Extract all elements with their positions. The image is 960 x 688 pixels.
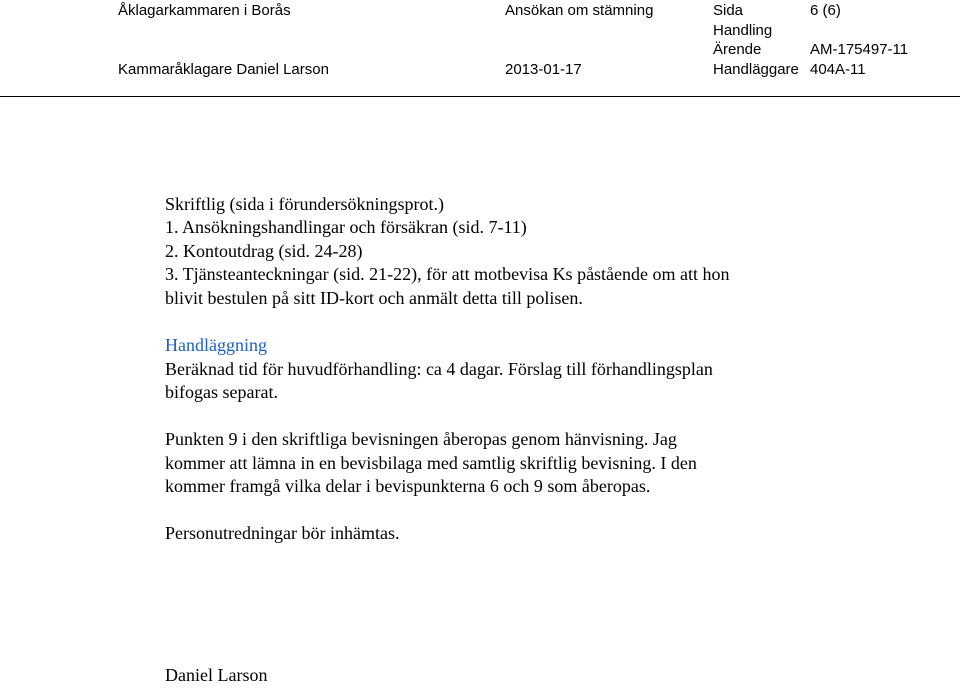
handling-attachment-line: bifogas separat.: [165, 382, 278, 402]
reference-paragraph-line-3: kommer framgå vilka delar i bevispunkterna 6 och 9 som åberopas.: [165, 476, 651, 496]
header-handlaggare-value: 404A-11: [810, 61, 866, 78]
evidence-item-1: 1. Ansökningshandlingar och försäkran (sid. 7-11): [165, 217, 527, 237]
header-document-type: Ansökan om stämning: [505, 2, 654, 19]
evidence-item-3-continued: blivit bestulen på sitt ID-kort och anmält detta till polisen.: [165, 288, 583, 308]
handling-estimate-line: Beräknad tid för huvudförhandling: ca 4 dagar. Förslag till förhandlingsplan: [165, 359, 713, 379]
evidence-item-3: 3. Tjänsteanteckningar (sid. 21-22), för att motbevisa Ks påstående om att hon: [165, 264, 730, 284]
header-handlaggare-label: Handläggare: [713, 61, 799, 78]
header-arende-value: AM-175497-11: [810, 41, 909, 58]
header-date: 2013-01-17: [505, 61, 582, 78]
header-organization: Åklagarkammaren i Borås: [118, 2, 291, 19]
header-prosecutor: Kammaråklagare Daniel Larson: [118, 61, 329, 78]
handling-section-heading: Handläggning: [165, 335, 267, 355]
reference-paragraph-line-2: kommer att lämna in en bevisbilaga med samtlig skriftlig bevisning. I den: [165, 453, 697, 473]
evidence-heading-line: Skriftlig (sida i förundersökningsprot.): [165, 194, 444, 214]
personal-investigation-line: Personutredningar bör inhämtas.: [165, 523, 400, 543]
signature-name: Daniel Larson: [165, 665, 268, 685]
reference-paragraph-line-1: Punkten 9 i den skriftliga bevisningen åberopas genom hänvisning. Jag: [165, 429, 677, 449]
header-arende-label: Ärende: [713, 41, 762, 58]
header-page-value: 6 (6): [810, 2, 841, 19]
header-page-label: Sida: [713, 2, 744, 19]
evidence-item-2: 2. Kontoutdrag (sid. 24-28): [165, 241, 363, 261]
header-divider: [0, 96, 960, 97]
header-handling-label: Handling: [713, 22, 773, 39]
